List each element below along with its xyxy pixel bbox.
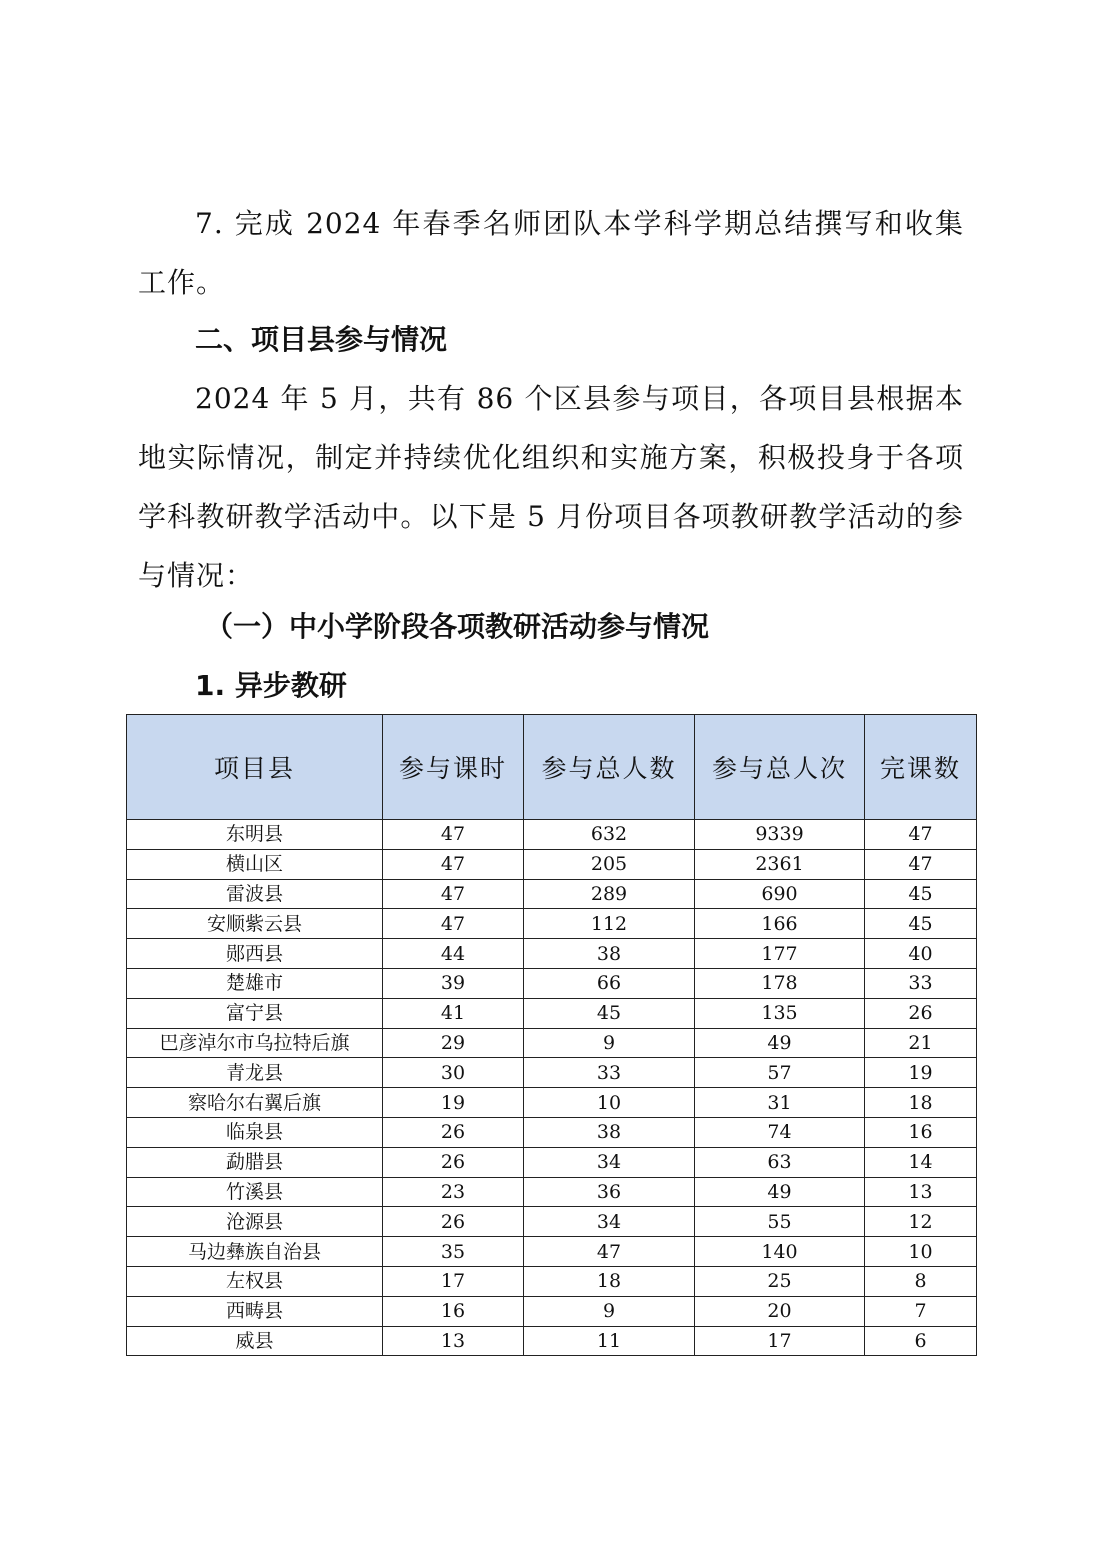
- table-row: [127, 968, 977, 998]
- table-cell: 690: [695, 879, 865, 909]
- table-cell: 19: [865, 1058, 977, 1088]
- table-row: [127, 1326, 977, 1356]
- table-cell: 632: [524, 820, 695, 850]
- table-cell: 13: [865, 1177, 977, 1207]
- table-cell: 135: [695, 998, 865, 1028]
- table-row: [127, 1117, 977, 1147]
- table-cell: 44: [383, 939, 524, 969]
- table-cell: 26: [383, 1207, 524, 1237]
- table-cell: 33: [524, 1058, 695, 1088]
- table-cell: 富宁县: [127, 998, 383, 1028]
- table-cell: 18: [865, 1088, 977, 1118]
- table-cell: 33: [865, 968, 977, 998]
- table-row: [127, 909, 977, 939]
- table-cell: 沧源县: [127, 1207, 383, 1237]
- table-cell: 19: [383, 1088, 524, 1118]
- table-cell: 9: [524, 1296, 695, 1326]
- table-row: [127, 1207, 977, 1237]
- table-row: [127, 820, 977, 850]
- table-cell: 12: [865, 1207, 977, 1237]
- table-cell: 47: [383, 879, 524, 909]
- table-cell: 31: [695, 1088, 865, 1118]
- table-cell: 14: [865, 1147, 977, 1177]
- table-cell: 楚雄市: [127, 968, 383, 998]
- table-cell: 112: [524, 909, 695, 939]
- table-cell: 45: [865, 909, 977, 939]
- table-row: [127, 998, 977, 1028]
- table-cell: 16: [383, 1296, 524, 1326]
- table-cell: 左权县: [127, 1266, 383, 1296]
- item-heading: 1. 异步教研: [195, 669, 347, 702]
- table-cell: 21: [865, 1028, 977, 1058]
- table-cell: 10: [865, 1237, 977, 1267]
- table-cell: 140: [695, 1237, 865, 1267]
- table-cell: 289: [524, 879, 695, 909]
- table-cell: 41: [383, 998, 524, 1028]
- table-cell: 57: [695, 1058, 865, 1088]
- table-cell: 47: [524, 1237, 695, 1267]
- table-row: [127, 1177, 977, 1207]
- table-cell: 63: [695, 1147, 865, 1177]
- table-row: [127, 879, 977, 909]
- table-cell: 东明县: [127, 820, 383, 850]
- table-cell: 38: [524, 1117, 695, 1147]
- table-cell: 18: [524, 1266, 695, 1296]
- table-cell: 8: [865, 1266, 977, 1296]
- column-header: 参与总人数: [524, 715, 695, 820]
- table-cell: 178: [695, 968, 865, 998]
- table-cell: 74: [695, 1117, 865, 1147]
- table-cell: 17: [383, 1266, 524, 1296]
- table-cell: 竹溪县: [127, 1177, 383, 1207]
- section-heading: 二、项目县参与情况: [195, 323, 448, 356]
- table-cell: 34: [524, 1147, 695, 1177]
- table-cell: 安顺紫云县: [127, 909, 383, 939]
- table-cell: 40: [865, 939, 977, 969]
- table-cell: 47: [865, 820, 977, 850]
- table-cell: 13: [383, 1326, 524, 1356]
- table-cell: 47: [383, 820, 524, 850]
- table-cell: 26: [865, 998, 977, 1028]
- subsection-heading: （一）中小学阶段各项教研活动参与情况: [205, 610, 710, 643]
- table-header-row: [127, 715, 977, 820]
- table-row: [127, 1147, 977, 1177]
- table-cell: 55: [695, 1207, 865, 1237]
- table-cell: 16: [865, 1117, 977, 1147]
- paragraph-item-7: 7. 完成 2024 年春季名师团队本学科学期总结撰写和收集工作。: [138, 207, 964, 299]
- table-cell: 临泉县: [127, 1117, 383, 1147]
- table-cell: 雷波县: [127, 879, 383, 909]
- intro-paragraph: 2024 年 5 月，共有 86 个区县参与项目，各项目县根据本地实际情况，制定并持续优化组织和实施方案，积极投身于各项学科教研教学活动中。以下是 5 月份项目各项教研教学活动的参与情况：: [138, 382, 964, 592]
- table-cell: 20: [695, 1296, 865, 1326]
- table-cell: 49: [695, 1028, 865, 1058]
- table-cell: 10: [524, 1088, 695, 1118]
- table-row: [127, 939, 977, 969]
- table-body: [127, 820, 977, 1356]
- column-header: 参与总人次: [695, 715, 865, 820]
- table-cell: 9: [524, 1028, 695, 1058]
- table-row: [127, 1266, 977, 1296]
- table-cell: 45: [524, 998, 695, 1028]
- table-cell: 38: [524, 939, 695, 969]
- table-cell: 39: [383, 968, 524, 998]
- table-cell: 45: [865, 879, 977, 909]
- table-cell: 26: [383, 1147, 524, 1177]
- table-row: [127, 1237, 977, 1267]
- table-cell: 47: [383, 849, 524, 879]
- table-cell: 23: [383, 1177, 524, 1207]
- table-cell: 29: [383, 1028, 524, 1058]
- table-row: [127, 849, 977, 879]
- table-cell: 横山区: [127, 849, 383, 879]
- table-row: [127, 1028, 977, 1058]
- table-cell: 47: [383, 909, 524, 939]
- column-header: 参与课时: [383, 715, 524, 820]
- column-header: 项目县: [127, 715, 383, 820]
- table-cell: 威县: [127, 1326, 383, 1356]
- participation-table: [126, 714, 977, 1356]
- table-cell: 马边彝族自治县: [127, 1237, 383, 1267]
- table-cell: 青龙县: [127, 1058, 383, 1088]
- table-row: [127, 1088, 977, 1118]
- table-cell: 25: [695, 1266, 865, 1296]
- table-cell: 察哈尔右翼后旗: [127, 1088, 383, 1118]
- table-cell: 郧西县: [127, 939, 383, 969]
- table-cell: 47: [865, 849, 977, 879]
- table-cell: 66: [524, 968, 695, 998]
- table-cell: 西畴县: [127, 1296, 383, 1326]
- table-cell: 34: [524, 1207, 695, 1237]
- table-cell: 30: [383, 1058, 524, 1088]
- table-cell: 6: [865, 1326, 977, 1356]
- table-cell: 166: [695, 909, 865, 939]
- table-cell: 勐腊县: [127, 1147, 383, 1177]
- table-cell: 2361: [695, 849, 865, 879]
- table-cell: 9339: [695, 820, 865, 850]
- table-row: [127, 1058, 977, 1088]
- table-cell: 49: [695, 1177, 865, 1207]
- table-cell: 26: [383, 1117, 524, 1147]
- table-cell: 177: [695, 939, 865, 969]
- table-cell: 205: [524, 849, 695, 879]
- table-cell: 7: [865, 1296, 977, 1326]
- table-cell: 巴彦淖尔市乌拉特后旗: [127, 1028, 383, 1058]
- table-cell: 35: [383, 1237, 524, 1267]
- table-cell: 36: [524, 1177, 695, 1207]
- table-row: [127, 1296, 977, 1326]
- table-cell: 11: [524, 1326, 695, 1356]
- column-header: 完课数: [865, 715, 977, 820]
- table-cell: 17: [695, 1326, 865, 1356]
